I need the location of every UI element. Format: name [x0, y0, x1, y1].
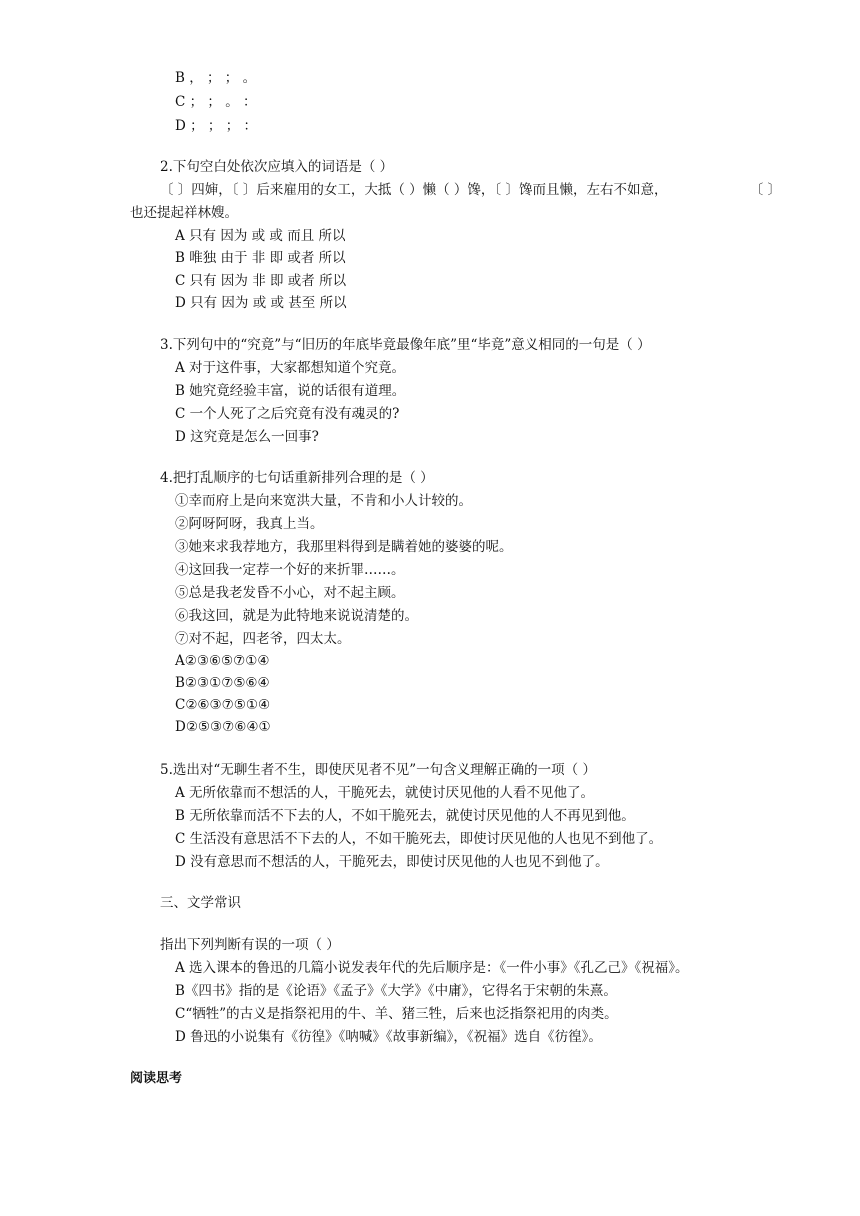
q2-passage-line1 [160, 180, 781, 200]
q2-option-d: D 只有 因为 或 或 甚至 所以 [175, 295, 347, 311]
q3-option-c: C 一个人死了之后究竟有没有魂灵的? [175, 406, 400, 422]
q5-option-d: D 没有意思而不想活的人，干脆死去，即使讨厌见他的人也见不到他了。 [175, 854, 609, 870]
q3-option-a: A 对于这件事，大家都想知道个究竟。 [175, 360, 406, 376]
section-3-option-d: D 鲁迅的小说集有《彷徨》《呐喊》《故事新编》，《祝福》选自《彷徨》。 [175, 1029, 602, 1045]
q2-option-b: B 唯独 由于 非 即 或者 所以 [175, 250, 346, 266]
q3-stem: 3.下列句中的“究竟”与“旧历的年底毕竟最像年底”里“毕竟”意义相同的一句是（ ） [160, 337, 651, 353]
q4-sentence-1: ①幸而府上是向来宽洪大量，不肯和小人计较的。 [175, 493, 472, 509]
q4-stem: 4.把打乱顺序的七句话重新排列合理的是（ ） [160, 470, 434, 486]
q4-option-b: B②③①⑦⑤⑥④ [175, 675, 270, 691]
section-3-heading: 三、文学常识 [160, 895, 241, 911]
q5-option-b: B 无所依靠而活不下去的人，不如干脆死去，就使讨厌见他的人不再见到他。 [175, 808, 635, 824]
q2-option-c: C 只有 因为 非 即 或者 所以 [175, 273, 347, 289]
q2-passage-line2: 也还提起祥林嫂。 [130, 205, 238, 221]
q4-sentence-5: ⑤总是我老发昏不小心，对不起主顾。 [175, 585, 405, 601]
q2-passage-line1-text: 〔 〕四婶，〔 〕后来雇用的女工，大抵（ ）懒（ ）馋，〔 〕馋而且懒，左右不如意， [160, 182, 668, 198]
q4-sentence-2: ②阿呀阿呀，我真上当。 [175, 516, 324, 532]
q5-option-a: A 无所依靠而不想活的人，干脆死去，就使讨厌见他的人看不见他了。 [175, 785, 595, 801]
q5-option-c: C 生活没有意思活不下去的人，不如干脆死去，即使讨厌见他的人也见不到他了。 [175, 831, 663, 847]
section-3-option-c: C“牺牲”的古义是指祭祀用的牛、羊、猪三牲，后来也泛指祭祀用的肉类。 [175, 1006, 618, 1022]
section-3-option-b: B《四书》指的是《论语》《孟子》《大学》《中庸》，它得名于宋朝的朱熹。 [175, 983, 617, 999]
q4-sentence-3: ③她来求我荐地方，我那里料得到是瞒着她的婆婆的呢。 [175, 539, 513, 555]
q4-sentence-4: ④这回我一定荐一个好的来折罪……。 [175, 562, 405, 578]
q4-sentence-7: ⑦对不起，四老爷，四太太。 [175, 631, 351, 647]
q3-option-b: B 她究竟经验丰富，说的话很有道理。 [175, 383, 406, 399]
q4-option-a: A②③⑥⑤⑦①④ [175, 653, 270, 669]
q3-option-d: D 这究竟是怎么一回事? [175, 429, 319, 445]
q4-option-d: D②⑤③⑦⑥④① [175, 719, 271, 735]
q2-stem: 2.下句空白处依次应填入的词语是（ ） [160, 159, 394, 175]
reading-section-heading: 阅读思考 [130, 1071, 183, 1086]
q4-option-c: C②⑥③⑦⑤①④ [175, 697, 271, 713]
q2-option-a: A 只有 因为 或 或 而且 所以 [175, 228, 346, 244]
q1-option-b: B ， ； ； 。 [175, 70, 257, 86]
section-3-stem: 指出下列判断有误的一项（ ） [160, 937, 340, 953]
q1-option-c: C ； ； 。 ： [175, 94, 257, 110]
section-3-option-a: A 选入课本的鲁迅的几篇小说发表年代的先后顺序是：《一件小事》《孔乙己》《祝福》。 [175, 960, 689, 976]
q2-passage-line1-end: 〔 〕 [749, 182, 781, 198]
q5-stem: 5.选出对“无聊生者不生，即使厌见者不见”一句含义理解正确的一项（ ） [160, 762, 596, 778]
q1-option-d: D ； ； ； ： [175, 118, 257, 134]
q4-sentence-6: ⑥我这回，就是为此特地来说说清楚的。 [175, 608, 418, 624]
